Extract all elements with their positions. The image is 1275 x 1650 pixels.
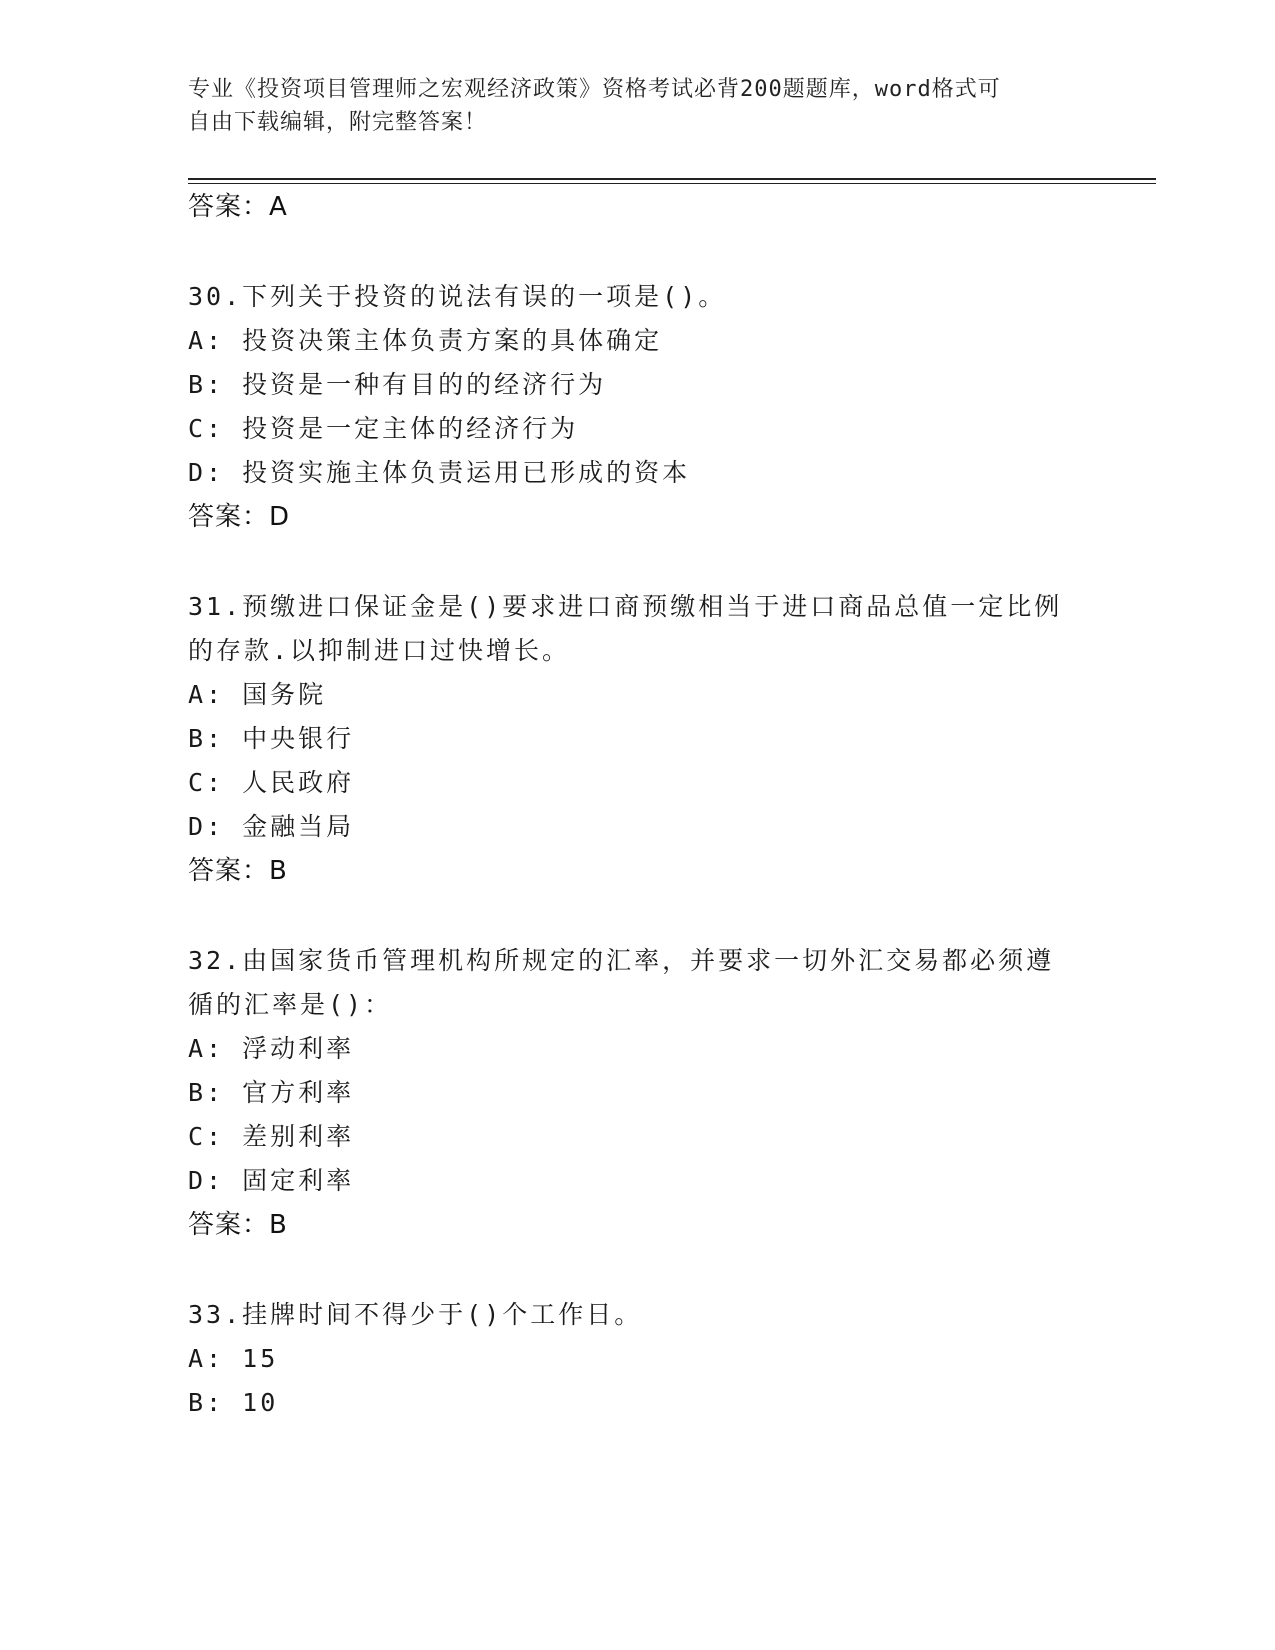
question-30-option-b: B: 投资是一种有目的的经济行为 — [188, 370, 607, 399]
question-31-option-c: C: 人民政府 — [188, 768, 355, 797]
question-32-stem-line1: 32.由国家货币管理机构所规定的汇率，并要求一切外汇交易都必须遵 — [188, 946, 1055, 975]
question-31-option-a: A: 国务院 — [188, 680, 327, 709]
question-30-option-d: D: 投资实施主体负责运用已形成的资本 — [188, 458, 691, 487]
question-32-option-b: B: 官方利率 — [188, 1078, 355, 1107]
question-30-option-a: A: 投资决策主体负责方案的具体确定 — [188, 326, 663, 355]
header-line-2: 自由下载编辑，附完整答案！ — [188, 110, 488, 135]
header-line-1: 专业《投资项目管理师之宏观经济政策》资格考试必背200题题库，word格式可 — [188, 77, 1001, 102]
answer-previous: 答案：A — [188, 192, 288, 222]
question-31-option-d: D: 金融当局 — [188, 812, 355, 841]
question-32-stem-line2: 循的汇率是()： — [188, 990, 393, 1019]
question-31-option-b: B: 中央银行 — [188, 724, 355, 753]
question-30-answer: 答案：D — [188, 502, 291, 532]
question-33-option-a: A: 15 — [188, 1344, 279, 1373]
question-31-stem-line2: 的存款.以抑制进口过快增长。 — [188, 636, 571, 665]
question-32-answer: 答案：B — [188, 1210, 288, 1240]
question-31-stem-line1: 31.预缴进口保证金是()要求进口商预缴相当于进口商品总值一定比例 — [188, 592, 1063, 621]
question-32-option-c: C: 差别利率 — [188, 1122, 355, 1151]
question-31-answer: 答案：B — [188, 856, 288, 886]
header-divider — [188, 178, 1156, 180]
question-32-option-d: D: 固定利率 — [188, 1166, 355, 1195]
question-33-stem: 33.挂牌时间不得少于()个工作日。 — [188, 1300, 643, 1329]
question-33-option-b: B: 10 — [188, 1388, 279, 1417]
question-30-stem: 30.下列关于投资的说法有误的一项是()。 — [188, 282, 727, 311]
question-30-option-c: C: 投资是一定主体的经济行为 — [188, 414, 579, 443]
header-divider-thin — [188, 183, 1156, 184]
document-header — [188, 73, 1088, 139]
question-32-option-a: A: 浮动利率 — [188, 1034, 355, 1063]
